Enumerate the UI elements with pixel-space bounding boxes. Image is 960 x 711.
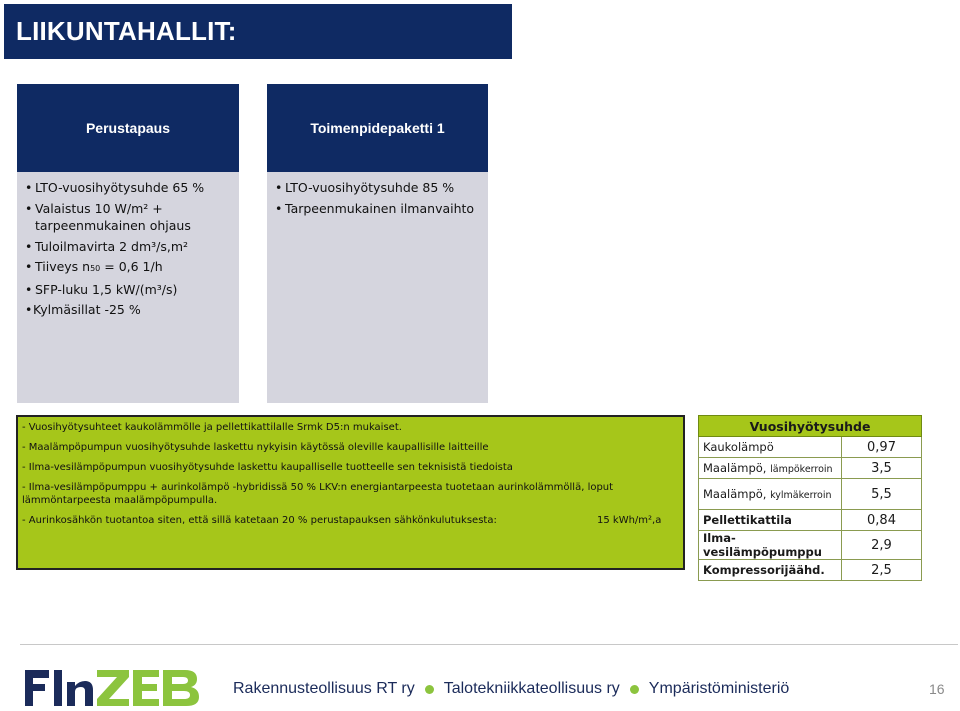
note-value: 15 kWh/m²,a — [597, 515, 662, 526]
footer-divider — [20, 644, 958, 645]
list-item-text: = 0,6 1/h — [100, 259, 163, 274]
note-line: - Maalämpöpumpun vuosihyötysuhde laskettu nykyisin käytössä oleville kaupallisille laitteille — [22, 442, 489, 453]
footer-org: Rakennusteollisuus RT ry — [233, 680, 415, 697]
note-line: - Aurinkosähkön tuotantoa siten, että sillä katetaan 20 % perustapauksen sähkönkulutuksesta: — [22, 515, 497, 526]
row-label: Ilma-vesilämpöpumppu — [699, 531, 842, 560]
note-line: - Vuosihyötysuhteet kaukolämmölle ja pellettikattilalle Srmk D5:n mukaiset. — [22, 422, 402, 433]
table-row — [699, 458, 922, 479]
title-bar — [4, 4, 512, 59]
row-label-main: Maalämpö, — [703, 461, 771, 475]
page-number: 16 — [929, 681, 945, 697]
slide-title: LIIKUNTAHALLIT: — [16, 16, 237, 46]
table-row — [699, 531, 922, 560]
column-body-toimenpidepaketti — [267, 172, 488, 403]
table-row — [699, 510, 922, 531]
row-label-extra: kylmäkerroin — [770, 490, 832, 501]
list-item: • LTO-vuosihyötysuhde 85 % — [275, 179, 480, 197]
row-value: 0,84 — [842, 510, 922, 531]
row-value: 0,97 — [842, 437, 922, 458]
footer-org: Talotekniikkateollisuus ry — [443, 680, 620, 697]
row-label: Kaukolämpö — [699, 437, 842, 458]
row-label-main: Maalämpö, — [703, 487, 771, 501]
table-row — [699, 437, 922, 458]
row-value: 2,9 — [842, 531, 922, 560]
column-header-toimenpidepaketti: Toimenpidepaketti 1 — [267, 84, 488, 172]
row-value: 2,5 — [842, 560, 922, 581]
list-item: • Kylmäsillat -25 % — [25, 301, 231, 319]
footer-org: Ympäristöministeriö — [648, 680, 790, 697]
list-item-text: Tiiveys n — [35, 259, 91, 274]
row-value: 3,5 — [842, 458, 922, 479]
column-body-perustapaus — [17, 172, 239, 403]
row-label-extra: lämpökerroin — [770, 464, 833, 475]
row-label — [699, 458, 842, 479]
table-row — [699, 560, 922, 581]
column-header-perustapaus: Perustapaus — [17, 84, 239, 172]
notes-box — [16, 415, 685, 570]
note-line-with-value — [22, 514, 679, 527]
list-item: • LTO-vuosihyötysuhde 65 % — [25, 179, 231, 197]
finzeb-logo — [25, 670, 200, 706]
bullet-dot-icon — [630, 685, 639, 694]
note-line: - Ilma-vesilämpöpumpun vuosihyötysuhde laskettu kaupalliselle tuotteelle sen teknisistä tiedoista — [22, 462, 513, 473]
footer-organizations — [233, 680, 789, 698]
list-item: • Tuloilmavirta 2 dm³/s,m² — [25, 238, 231, 256]
row-label — [699, 479, 842, 510]
table-header: Vuosihyötysuhde — [699, 416, 922, 437]
subscript: 50 — [90, 264, 101, 273]
row-label: Kompressorijäähd. — [699, 560, 842, 581]
row-value: 5,5 — [842, 479, 922, 510]
list-item — [25, 258, 231, 278]
list-item: • Tarpeenmukainen ilmanvaihto — [275, 200, 480, 218]
table-row — [699, 479, 922, 510]
efficiency-table — [698, 415, 922, 581]
list-item: • Valaistus 10 W/m² + tarpeenmukainen ohjaus — [25, 200, 231, 235]
list-item: • SFP-luku 1,5 kW/(m³/s) — [25, 281, 231, 299]
note-line: - Ilma-vesilämpöpumppu + aurinkolämpö -hybridissä 50 % LKV:n energiantarpeesta tuotetaan aurinkolämmöllä, loput — [22, 482, 614, 493]
bullet-dot-icon — [425, 685, 434, 694]
note-line: lämmöntarpeesta maalämpöpumpulla. — [22, 495, 218, 506]
row-label: Pellettikattila — [699, 510, 842, 531]
